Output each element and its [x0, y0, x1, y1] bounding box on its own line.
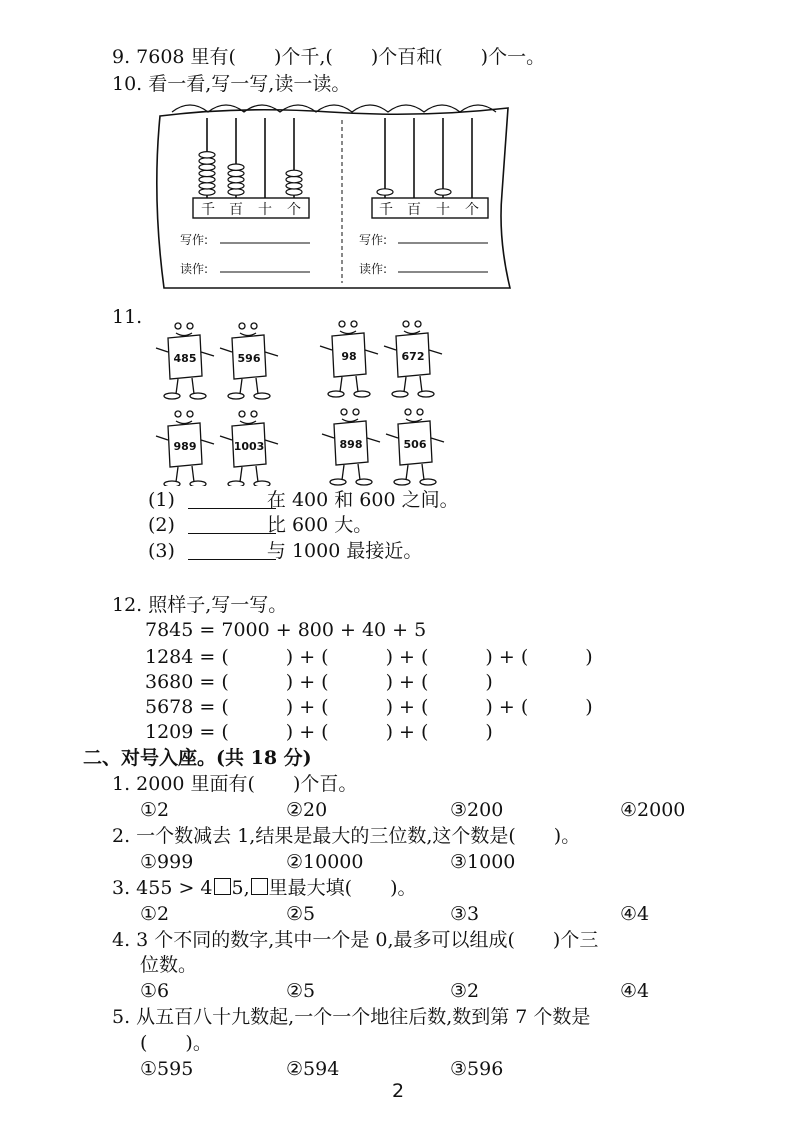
- abacus-bead-left-3-2: [286, 176, 302, 182]
- s2-q1-opt-3[interactable]: ③200: [450, 799, 504, 821]
- s2-q3-opt-2[interactable]: ②5: [286, 903, 316, 925]
- q12-row-4: 1209 = ( ) + ( ) + ( ): [145, 721, 493, 743]
- q11-item-1-num: (1): [148, 489, 175, 511]
- abacus-bead-left-1-3: [228, 170, 244, 176]
- abacus-bead-left-0-4: [199, 164, 215, 170]
- blank-box-icon: [251, 878, 268, 895]
- s2-q4-opt-1[interactable]: ①6: [140, 980, 170, 1002]
- s2-q4-opt-3[interactable]: ③2: [450, 980, 480, 1002]
- q12-example: 7845 = 7000 + 800 + 40 + 5: [145, 619, 427, 641]
- blank-box-icon: [214, 878, 231, 895]
- s2-q5-stem: 5. 从五百八十九数起,一个一个地往后数,数到第 7 个数是: [112, 1006, 591, 1028]
- number-card-label: 98: [341, 350, 357, 363]
- q11-item-2-text: 比 600 大。: [266, 514, 373, 536]
- abacus-bead-left-3-3: [286, 170, 302, 176]
- q11-item-1-blank[interactable]: [188, 508, 276, 509]
- abacus-left-write-label: 写作:: [180, 233, 209, 247]
- s2-q5-opt-2[interactable]: ②594: [286, 1058, 340, 1080]
- q11-item-2: [148, 513, 372, 537]
- s2-q2-stem: 2. 一个数减去 1,结果是最大的三位数,这个数是( )。: [112, 825, 581, 847]
- s2-q2-opt-1[interactable]: ①999: [140, 851, 194, 873]
- q12-row-1: 1284 = ( ) + ( ) + ( ) + ( ): [145, 646, 593, 668]
- abacus-right-label-tens: 十: [436, 202, 450, 218]
- question-10-title: 10. 看一看,写一写,读一读。: [112, 73, 351, 95]
- abacus-bead-left-0-0: [199, 189, 215, 195]
- q12-row-2: 3680 = ( ) + ( ) + ( ): [145, 671, 493, 693]
- s2-q2-opt-2[interactable]: ②10000: [286, 851, 364, 873]
- number-cards-figure: [150, 300, 490, 486]
- abacus-left-label-tens: 十: [258, 202, 272, 218]
- number-card-label: 596: [237, 352, 261, 365]
- number-card-989: [156, 411, 214, 486]
- number-card-672: [384, 321, 442, 397]
- question-12-title: 12. 照样子,写一写。: [112, 594, 288, 616]
- abacus-bead-left-1-0: [228, 189, 244, 195]
- q11-item-3: [148, 539, 422, 563]
- abacus-bead-left-1-4: [228, 164, 244, 170]
- abacus-bead-left-1-1: [228, 183, 244, 189]
- number-card-506: [386, 409, 444, 485]
- s2-q4-stem-2: 位数。: [140, 954, 198, 976]
- abacus-right-label-hundreds: 百: [407, 202, 421, 218]
- section-2-title: 二、对号入座。(共 18 分): [83, 747, 312, 769]
- s2-q3-stem-mid: 5,: [231, 877, 250, 899]
- abacus-left-read-label: 读作:: [180, 262, 209, 276]
- s2-q5-stem-2: ( )。: [140, 1032, 212, 1054]
- abacus-bead-left-0-2: [199, 176, 215, 182]
- abacus-bead-left-1-2: [228, 176, 244, 182]
- s2-q2-opt-3[interactable]: ③1000: [450, 851, 516, 873]
- q11-item-2-num: (2): [148, 514, 175, 536]
- number-card-label: 672: [401, 350, 425, 363]
- q11-item-3-text: 与 1000 最接近。: [266, 540, 423, 562]
- s2-q1-opt-4[interactable]: ④2000: [620, 799, 686, 821]
- abacus-left-label-thousands: 千: [201, 202, 215, 218]
- question-9: 9. 7608 里有( )个千,( )个百和( )个一。: [112, 46, 546, 68]
- number-card-898: [322, 409, 380, 485]
- number-card-label: 1003: [233, 440, 265, 453]
- q11-item-3-num: (3): [148, 540, 175, 562]
- s2-q5-opt-1[interactable]: ①595: [140, 1058, 194, 1080]
- number-card-98: [320, 321, 378, 397]
- s2-q1-opt-1[interactable]: ①2: [140, 799, 170, 821]
- s2-q1-stem: 1. 2000 里面有( )个百。: [112, 773, 358, 795]
- number-card-596: [220, 323, 278, 399]
- q12-row-3-num: 5678: [145, 696, 194, 718]
- number-card-1003: [220, 411, 278, 486]
- s2-q3-opt-3[interactable]: ③3: [450, 903, 480, 925]
- s2-q3-opt-4[interactable]: ④4: [620, 903, 650, 925]
- abacus-bead-left-0-3: [199, 170, 215, 176]
- q11-item-1: [148, 488, 459, 512]
- s2-q1-opt-2[interactable]: ②20: [286, 799, 328, 821]
- s2-q3-stem-post: 里最大填( )。: [268, 877, 417, 899]
- abacus-right-read-label: 读作:: [359, 262, 388, 276]
- abacus-right-label-ones: 个: [465, 202, 479, 218]
- q12-row-4-num: 1209: [145, 721, 194, 743]
- q12-row-1-num: 1284: [145, 646, 194, 668]
- number-card-label: 898: [339, 438, 363, 451]
- number-card-label: 989: [173, 440, 197, 453]
- abacus-bead-left-0-5: [199, 158, 215, 164]
- abacus-right-label-thousands: 千: [379, 202, 393, 218]
- number-card-485: [156, 323, 214, 399]
- abacus-figure: [150, 98, 520, 298]
- s2-q4-opt-4[interactable]: ④4: [620, 980, 650, 1002]
- q11-item-1-text: 在 400 和 600 之间。: [266, 489, 459, 511]
- abacus-left-label-ones: 个: [287, 202, 301, 218]
- question-11-number: 11.: [112, 306, 143, 328]
- q11-item-2-blank[interactable]: [188, 533, 276, 534]
- s2-q4-opt-2[interactable]: ②5: [286, 980, 316, 1002]
- s2-q3-stem: [112, 876, 417, 900]
- s2-q4-stem: 4. 3 个不同的数字,其中一个是 0,最多可以组成( )个三: [112, 929, 599, 951]
- s2-q5-opt-3[interactable]: ③596: [450, 1058, 504, 1080]
- abacus-bead-left-0-1: [199, 183, 215, 189]
- q11-item-3-blank[interactable]: [188, 559, 276, 560]
- number-card-label: 485: [173, 352, 197, 365]
- q12-row-3: 5678 = ( ) + ( ) + ( ) + ( ): [145, 696, 593, 718]
- abacus-bead-right-2-0: [435, 189, 451, 195]
- abacus-bead-right-0-0: [377, 189, 393, 195]
- abacus-bead-left-0-6: [199, 152, 215, 158]
- s2-q3-stem-pre: 3. 455 > 4: [112, 877, 213, 899]
- abacus-left-label-hundreds: 百: [229, 202, 243, 218]
- abacus-right-write-label: 写作:: [359, 233, 388, 247]
- abacus-bead-left-3-1: [286, 183, 302, 189]
- s2-q3-opt-1[interactable]: ①2: [140, 903, 170, 925]
- cartoon-cards: [150, 300, 490, 486]
- number-card-label: 506: [403, 438, 427, 451]
- q12-row-2-num: 3680: [145, 671, 194, 693]
- page-number: 2: [392, 1080, 405, 1102]
- abacus-bead-left-3-0: [286, 189, 302, 195]
